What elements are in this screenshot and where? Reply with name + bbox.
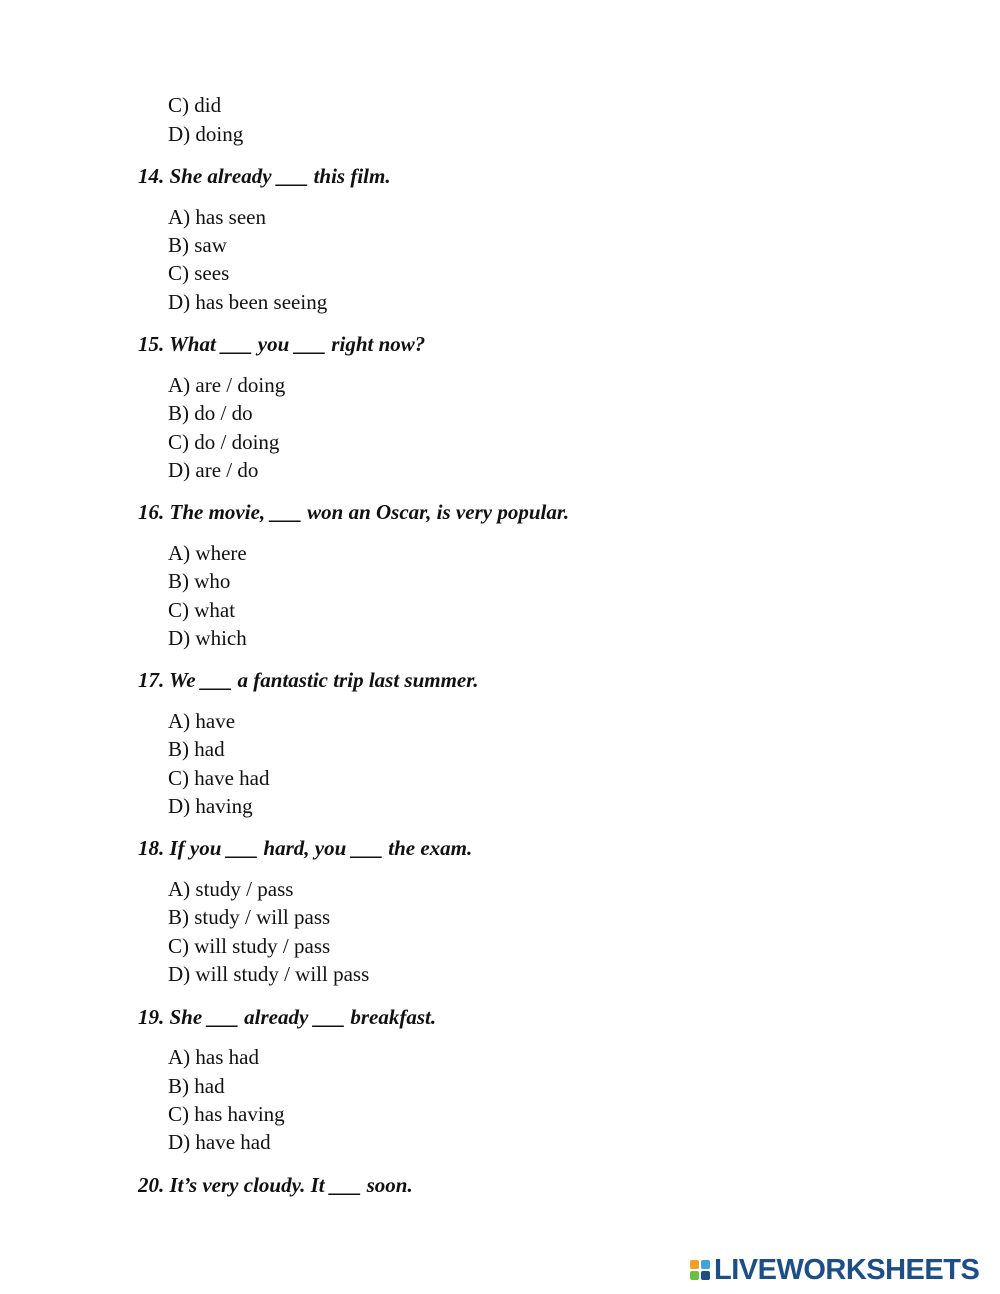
question-19: 19. She ___ already ___ breakfast. xyxy=(138,1005,437,1029)
answer-option[interactable]: A) have xyxy=(168,709,236,733)
answer-option[interactable]: D) which xyxy=(168,626,247,650)
answer-option[interactable]: A) study / pass xyxy=(168,877,294,901)
liveworksheets-brand xyxy=(690,1254,979,1286)
answer-option[interactable]: B) had xyxy=(168,737,225,761)
answer-option[interactable]: C) has having xyxy=(168,1102,285,1126)
answer-option[interactable]: A) are / doing xyxy=(168,373,286,397)
answer-option[interactable]: D) has been seeing xyxy=(168,290,328,314)
answer-option[interactable]: C) did xyxy=(168,93,222,117)
question-14: 14. She already ___ this film. xyxy=(138,164,391,188)
answer-option[interactable]: D) having xyxy=(168,794,253,818)
answer-option[interactable]: C) sees xyxy=(168,261,230,285)
liveworksheets-logo-icon xyxy=(690,1258,712,1282)
question-18: 18. If you ___ hard, you ___ the exam. xyxy=(138,836,473,860)
answer-option[interactable]: C) have had xyxy=(168,766,270,790)
question-16: 16. The movie, ___ won an Oscar, is very popular. xyxy=(138,500,570,524)
answer-option[interactable]: B) saw xyxy=(168,233,227,257)
answer-option[interactable]: C) what xyxy=(168,598,236,622)
answer-option[interactable]: B) who xyxy=(168,569,231,593)
answer-option[interactable]: A) has had xyxy=(168,1045,259,1069)
answer-option[interactable]: D) will study / will pass xyxy=(168,962,370,986)
question-20: 20. It’s very cloudy. It ___ soon. xyxy=(138,1173,413,1197)
answer-option[interactable]: A) where xyxy=(168,541,247,565)
answer-option[interactable]: C) do / doing xyxy=(168,430,280,454)
answer-option[interactable]: C) will study / pass xyxy=(168,934,331,958)
answer-option[interactable]: B) do / do xyxy=(168,401,253,425)
answer-option[interactable]: D) have had xyxy=(168,1130,271,1154)
answer-option[interactable]: D) doing xyxy=(168,122,244,146)
answer-option[interactable]: B) had xyxy=(168,1074,225,1098)
brand-wordmark: LIVEWORKSHEETS xyxy=(714,1254,980,1286)
question-15: 15. What ___ you ___ right now? xyxy=(138,332,426,356)
question-17: 17. We ___ a fantastic trip last summer. xyxy=(138,668,479,692)
answer-option[interactable]: A) has seen xyxy=(168,205,266,229)
answer-option[interactable]: B) study / will pass xyxy=(168,905,331,929)
answer-option[interactable]: D) are / do xyxy=(168,458,259,482)
